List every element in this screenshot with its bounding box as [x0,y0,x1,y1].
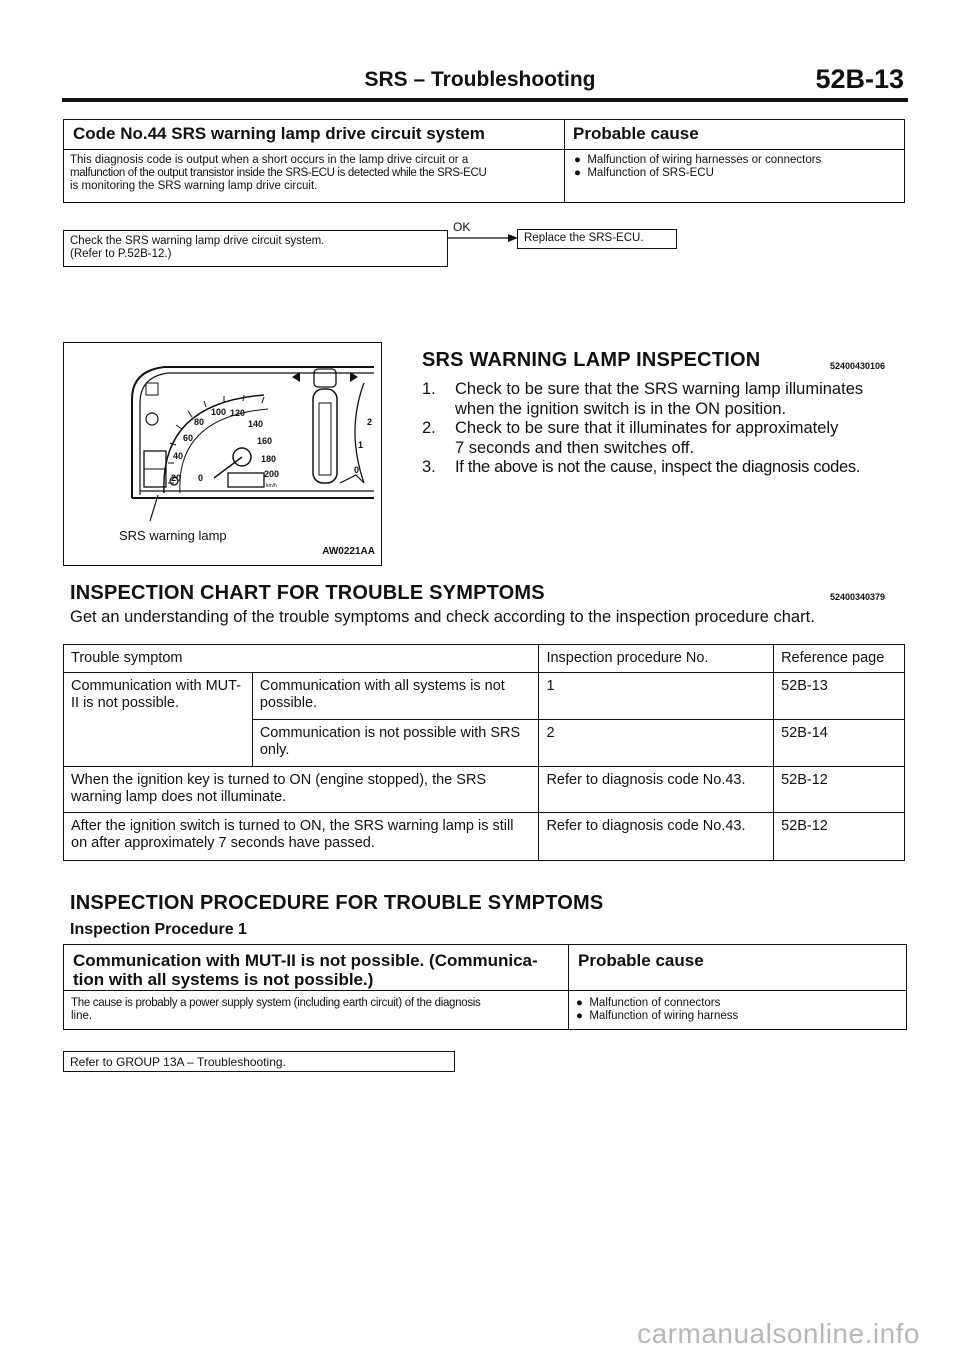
step-item [422,458,912,478]
page-number: 52B-13 [815,64,904,94]
trouble-symptom-table [63,644,905,861]
proc-cell: Refer to diagnosis code No.43. [539,813,774,861]
proc-cell: Refer to diagnosis code No.43. [539,767,774,813]
gauge-label: 120 [230,408,246,418]
step-line: Check to be sure that it illuminates for approximately [455,419,839,437]
code-44-desc-line: This diagnosis code is output when a short occurs in the lamp drive circuit or a [70,154,469,166]
gauge-label: 200 [264,469,280,479]
check-line: Check the SRS warning lamp drive circuit system. [70,235,325,247]
group-cell: Communication with MUT-II is not possible. [64,673,253,767]
header-rule [62,98,908,102]
gauge-label: 60 [183,433,194,443]
col-header-symptom: Trouble symptom [64,645,539,673]
gauge-label: 40 [173,451,184,461]
tach-label: 2 [367,417,373,427]
procedure-divider [568,945,569,1029]
lamp-inspection-code: 52400430106 [830,361,886,371]
table-row [64,767,905,813]
step-line: when the ignition switch is in the ON position. [455,399,787,418]
lamp-inspection-heading: SRS WARNING LAMP INSPECTION [422,349,761,371]
check-box [63,230,448,267]
gauge-label: 100 [211,407,227,417]
refer-box: Refer to GROUP 13A – Troubleshooting. [63,1051,455,1072]
ref-cell: 52B-12 [774,767,905,813]
procedure-title-line: Communication with MUT-II is not possible. (Communica- [73,951,538,970]
code-44-cause-heading: Probable cause [573,124,699,143]
step-number: 2. [422,419,436,437]
code-44-desc-line: is monitoring the SRS warning lamp drive circuit. [70,180,318,192]
proc-cell: 2 [539,720,774,767]
code-44-divider [564,120,565,202]
symptom-cell: Communication is not possible with SRS only. [252,720,539,767]
step-text [455,419,838,458]
gauge-label: 180 [261,454,277,464]
chart-heading: INSPECTION CHART FOR TROUBLE SYMPTOMS [70,582,545,604]
procedure-cause-heading: Probable cause [578,951,704,970]
col-header-ref: Reference page [774,645,905,673]
cause-text: Malfunction of wiring harnesses or connectors [587,154,822,166]
chart-intro: Get an understanding of the trouble symptoms and check according to the inspection procedure chart. [70,608,815,626]
step-number: 1. [422,380,436,398]
cause-item: ● Malfunction of connectors [576,997,721,1009]
page-header-title: SRS – Troubleshooting [364,68,596,91]
procedure-1-table [63,944,907,1030]
procedure-causes [576,997,738,1023]
speed-unit: km/h [266,483,277,489]
cause-text: Malfunction of wiring harness [589,1010,739,1022]
cause-text: Malfunction of connectors [589,997,721,1009]
table-row [64,673,905,720]
step-item [422,380,912,419]
step-text [455,380,863,419]
procedure-rule [64,990,906,991]
procedure-description [71,997,565,1023]
step-line: If the above is not the cause, inspect the diagnosis codes. [455,458,861,476]
ok-label: OK [453,220,471,234]
symptom-cell: When the ignition key is turned to ON (engine stopped), the SRS warning lamp does not illuminate. [64,767,539,813]
code-44-rule [64,149,904,150]
gauge-label: 140 [248,419,264,429]
gauge-label: 160 [257,436,273,446]
flow-arrow [448,233,518,243]
ref-cell: 52B-12 [774,813,905,861]
step-text [455,458,860,478]
instrument-cluster-figure [63,342,382,566]
check-line: (Refer to P.52B-12.) [70,248,172,260]
lamp-inspection-steps [422,380,912,478]
code-44-description [70,154,560,193]
result-box: Replace the SRS-ECU. [517,229,677,249]
code-44-causes [574,154,821,180]
procedure-title-line: tion with all systems is not possible.) [73,970,374,989]
ref-cell: 52B-14 [774,720,905,767]
step-number: 3. [422,458,436,476]
code-44-table [63,119,905,203]
table-row [64,813,905,861]
symptom-cell: After the ignition switch is turned to ON, the SRS warning lamp is still on after approximately 7 seconds have passed. [64,813,539,861]
cause-text: Malfunction of SRS-ECU [587,167,714,179]
cause-item: ● Malfunction of SRS-ECU [574,167,714,179]
procedure-desc-line: The cause is probably a power supply system (including earth circuit) of the diagnosis [71,997,481,1009]
gauge-label: 80 [194,417,205,427]
col-header-proc: Inspection procedure No. [539,645,774,673]
figure-code: AW0221AA [322,546,375,557]
symptom-cell: Communication with all systems is not possible. [252,673,539,720]
temp-zero: 0 [354,465,360,475]
tach-label: 1 [358,440,364,450]
code-44-title: Code No.44 SRS warning lamp drive circuit system [73,124,485,143]
step-item [422,419,912,458]
table-header-row [64,645,905,673]
ref-cell: 52B-13 [774,673,905,720]
gauge-zero: 0 [198,473,204,483]
cause-item: ● Malfunction of wiring harness [576,1010,739,1022]
cause-item: ● Malfunction of wiring harnesses or connectors [574,154,822,166]
chart-code: 52400340379 [830,592,886,602]
step-line: 7 seconds and then switches off. [455,438,695,457]
code-44-desc-line: malfunction of the output transistor inside the SRS-ECU is detected while the SRS-ECU [70,167,487,179]
proc-cell: 1 [539,673,774,720]
procedure-subheading: Inspection Procedure 1 [70,921,247,938]
step-line: Check to be sure that the SRS warning lamp illuminates [455,380,864,398]
procedure-desc-line: line. [71,1010,93,1022]
watermark: carmanualsonline.info [637,1318,920,1349]
figure-caption: SRS warning lamp [119,528,227,543]
procedure-title [73,951,563,989]
procedure-heading: INSPECTION PROCEDURE FOR TROUBLE SYMPTOMS [70,892,604,914]
gauge-label: 20 [171,473,182,483]
